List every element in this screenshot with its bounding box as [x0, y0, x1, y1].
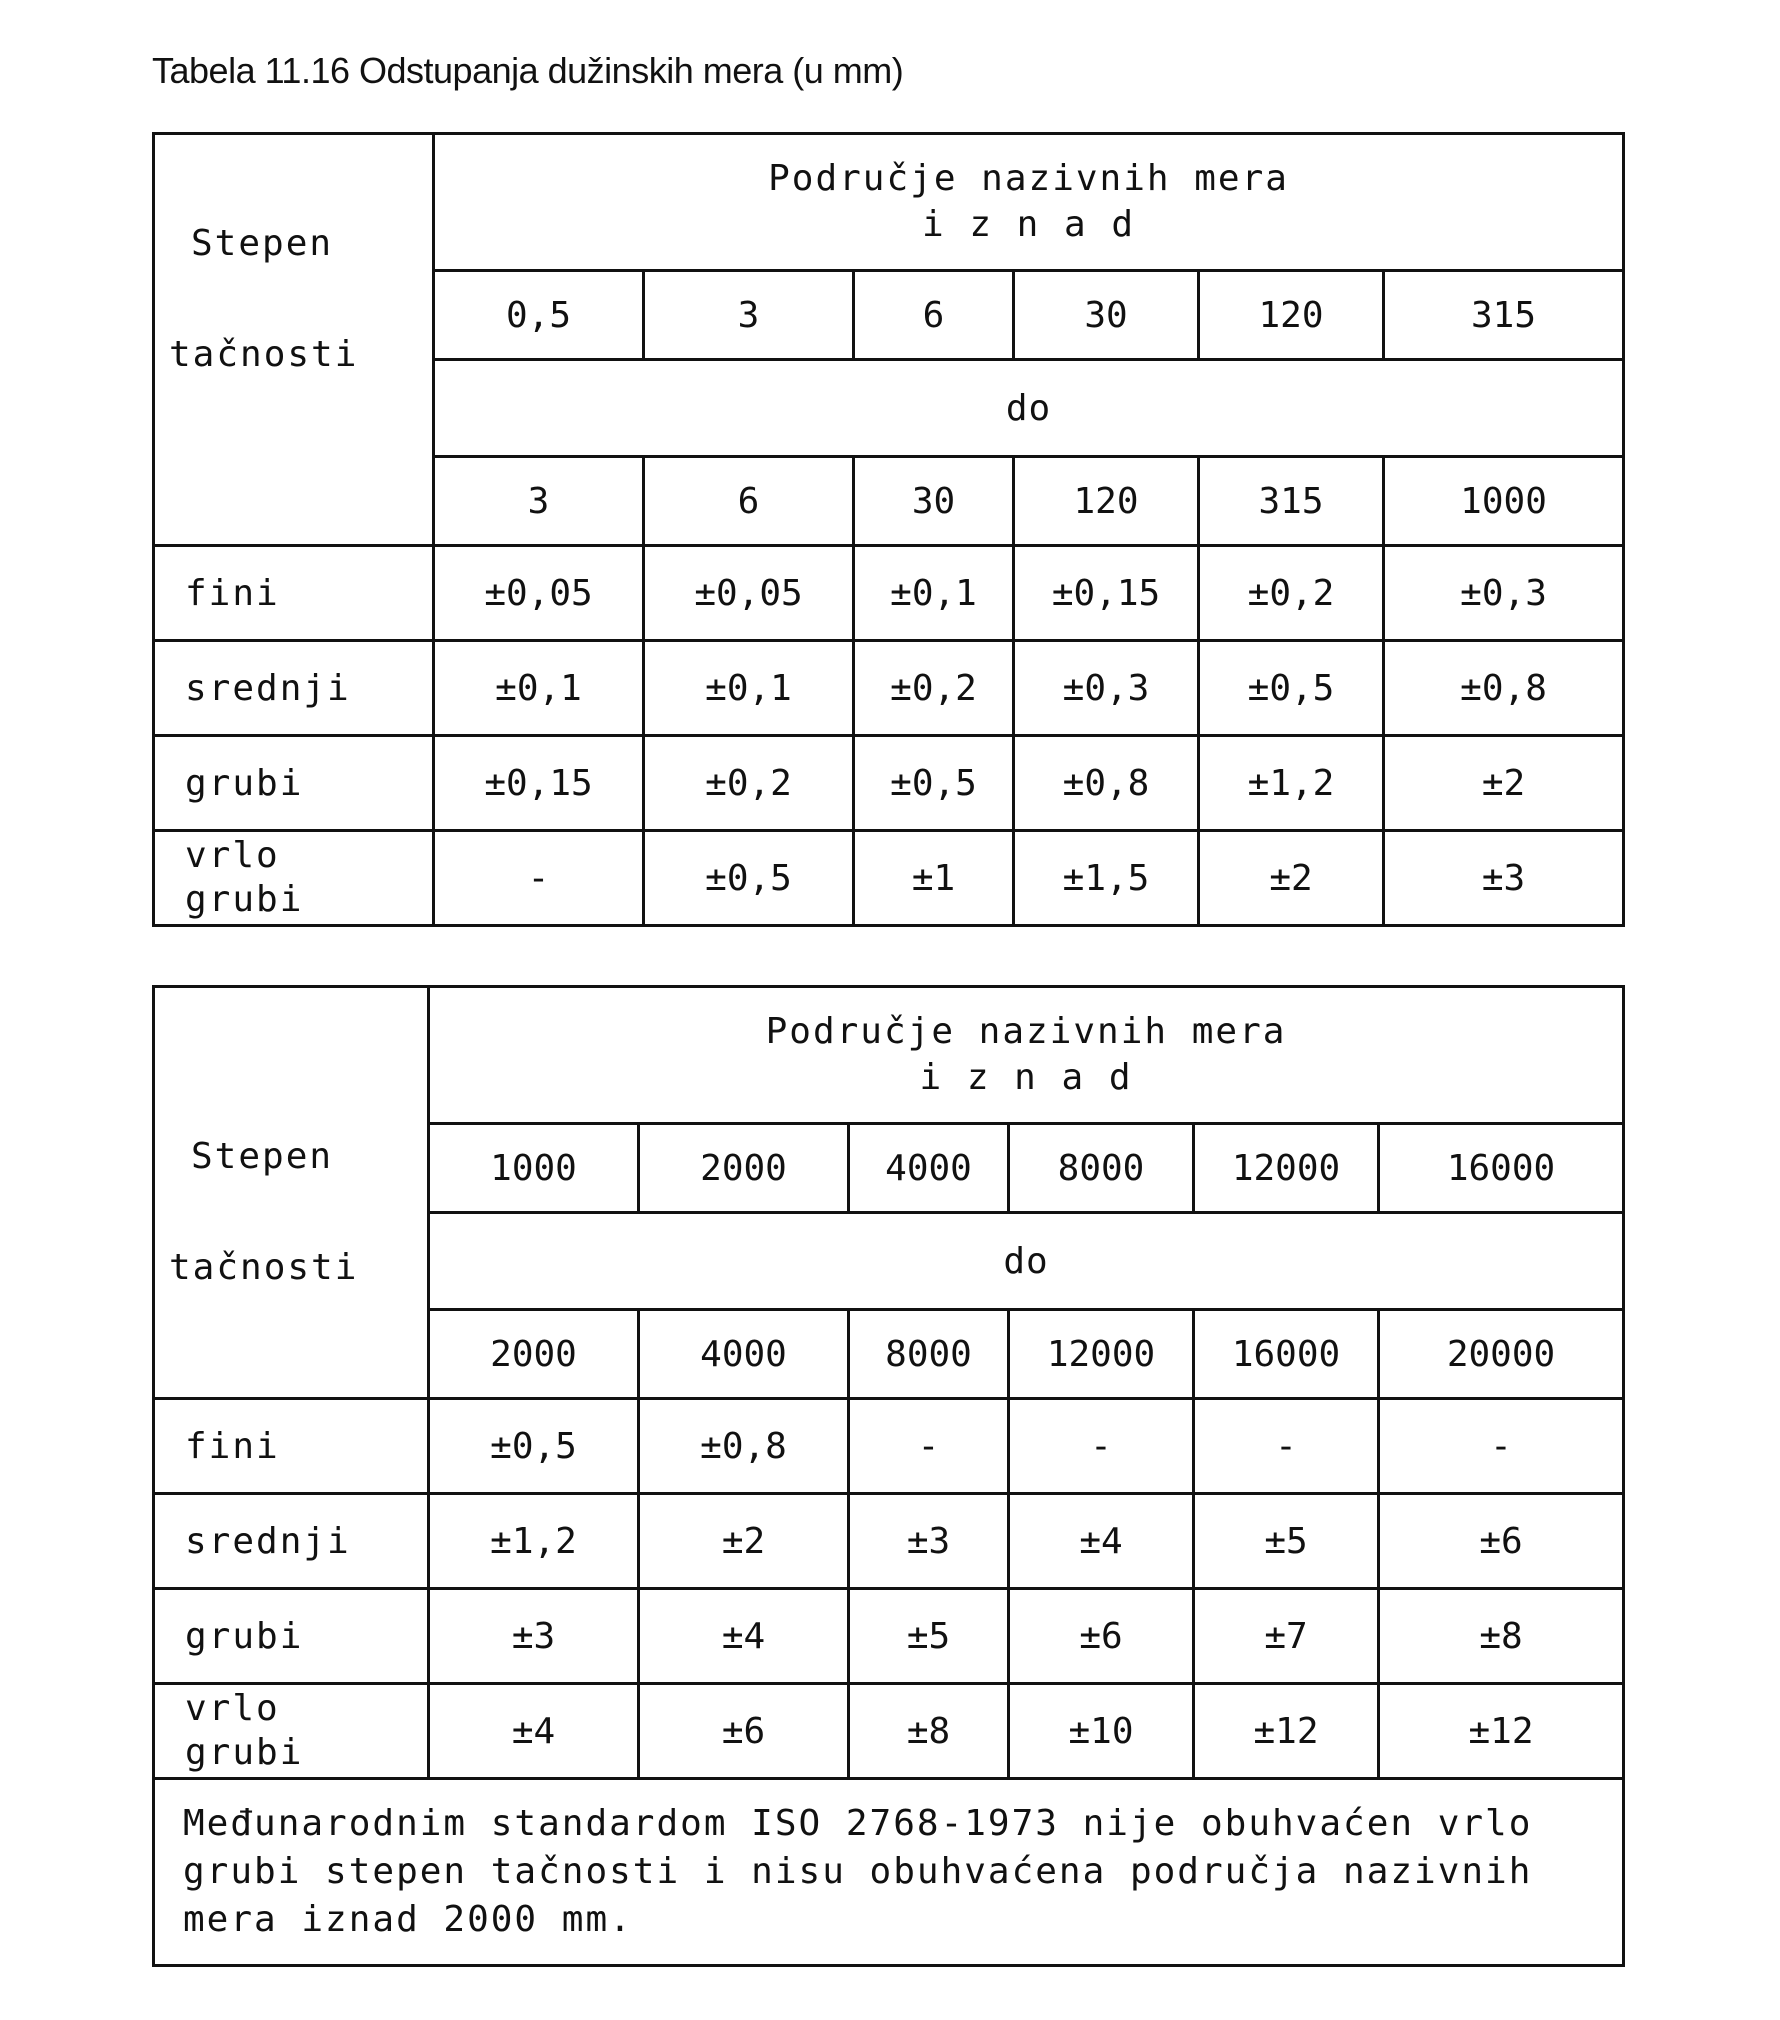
range-to-cell: 12000 [1009, 1310, 1194, 1399]
accuracy-grade-header: Stepen tačnosti [154, 134, 434, 546]
range-to-cell: 8000 [849, 1310, 1009, 1399]
value-cell: ±4 [429, 1684, 639, 1779]
value-cell: ±12 [1194, 1684, 1379, 1779]
nominal-range-header: Područje nazivnih mera i z n a d [434, 134, 1624, 271]
value-cell: ±0,5 [429, 1399, 639, 1494]
table-caption: Tabela 11.16 Odstupanja dužinskih mera (u mm) [152, 50, 904, 91]
value-cell: ±3 [1384, 831, 1624, 926]
range-from-cell: 30 [1014, 271, 1199, 360]
table-row [154, 1494, 1624, 1589]
value-cell: - [1194, 1399, 1379, 1494]
value-cell: ±0,8 [1384, 641, 1624, 736]
grade-label: srednji [154, 1494, 429, 1589]
value-cell: ±0,2 [1199, 546, 1384, 641]
table-row [154, 1589, 1624, 1684]
range-to-cell: 30 [854, 457, 1014, 546]
table-row [154, 546, 1624, 641]
value-cell: ±0,1 [644, 641, 854, 736]
value-cell: ±8 [849, 1684, 1009, 1779]
grade-label: vrlo grubi [154, 831, 434, 926]
value-cell: - [849, 1399, 1009, 1494]
range-from-cell: 16000 [1379, 1124, 1624, 1213]
range-to-cell: 4000 [639, 1310, 849, 1399]
table-row [154, 1684, 1624, 1779]
value-cell: ±0,5 [644, 831, 854, 926]
value-cell: ±4 [639, 1589, 849, 1684]
grade-label: fini [154, 1399, 429, 1494]
value-cell: ±0,1 [434, 641, 644, 736]
range-to-cell: 6 [644, 457, 854, 546]
range-from-cell: 4000 [849, 1124, 1009, 1213]
grade-label: srednji [154, 641, 434, 736]
accuracy-grade-header: Stepen tačnosti [154, 987, 429, 1399]
value-cell: ±5 [1194, 1494, 1379, 1589]
tolerance-table-2 [152, 985, 1625, 1967]
grade-label: vrlo grubi [154, 1684, 429, 1779]
range-do-label: do [434, 360, 1624, 457]
footnote-line: mera iznad 2000 mm. [183, 1899, 633, 1940]
range-from-cell: 1000 [429, 1124, 639, 1213]
range-to-cell: 3 [434, 457, 644, 546]
value-cell: - [1379, 1399, 1624, 1494]
range-to-cell: 2000 [429, 1310, 639, 1399]
value-cell: - [434, 831, 644, 926]
value-cell: ±0,05 [434, 546, 644, 641]
value-cell: ±0,2 [644, 736, 854, 831]
value-cell: ±0,1 [854, 546, 1014, 641]
range-from-cell: 120 [1199, 271, 1384, 360]
range-to-cell: 20000 [1379, 1310, 1624, 1399]
grade-label: grubi [154, 1589, 429, 1684]
value-cell: ±0,05 [644, 546, 854, 641]
value-cell: ±1 [854, 831, 1014, 926]
value-cell: ±3 [429, 1589, 639, 1684]
nominal-range-header: Područje nazivnih mera i z n a d [429, 987, 1624, 1124]
value-cell: ±0,15 [434, 736, 644, 831]
value-cell: ±6 [1379, 1494, 1624, 1589]
value-cell: ±5 [849, 1589, 1009, 1684]
table-row [154, 641, 1624, 736]
range-from-cell: 6 [854, 271, 1014, 360]
value-cell: - [1009, 1399, 1194, 1494]
footnote-line: Međunarodnim standardom ISO 2768-1973 nije obuhvaćen vrlo [183, 1803, 1533, 1844]
range-to-cell: 315 [1199, 457, 1384, 546]
value-cell: ±0,5 [854, 736, 1014, 831]
range-from-cell: 12000 [1194, 1124, 1379, 1213]
range-to-cell: 16000 [1194, 1310, 1379, 1399]
table-row [154, 1399, 1624, 1494]
footnote-line: grubi stepen tačnosti i nisu obuhvaćena područja nazivnih [183, 1851, 1533, 1892]
range-to-cell: 1000 [1384, 457, 1624, 546]
grade-label: fini [154, 546, 434, 641]
value-cell: ±1,5 [1014, 831, 1199, 926]
range-from-cell: 2000 [639, 1124, 849, 1213]
value-cell: ±0,2 [854, 641, 1014, 736]
value-cell: ±1,2 [429, 1494, 639, 1589]
value-cell: ±2 [1199, 831, 1384, 926]
range-do-label: do [429, 1213, 1624, 1310]
grade-label: grubi [154, 736, 434, 831]
value-cell: ±0,3 [1384, 546, 1624, 641]
range-from-cell: 8000 [1009, 1124, 1194, 1213]
value-cell: ±6 [1009, 1589, 1194, 1684]
value-cell: ±12 [1379, 1684, 1624, 1779]
table-row [154, 831, 1624, 926]
value-cell: ±0,3 [1014, 641, 1199, 736]
table-row [154, 736, 1624, 831]
range-to-cell: 120 [1014, 457, 1199, 546]
value-cell: ±8 [1379, 1589, 1624, 1684]
range-from-cell: 3 [644, 271, 854, 360]
footnote [154, 1779, 1624, 1966]
value-cell: ±2 [639, 1494, 849, 1589]
value-cell: ±0,15 [1014, 546, 1199, 641]
value-cell: ±7 [1194, 1589, 1379, 1684]
value-cell: ±0,8 [1014, 736, 1199, 831]
tolerance-table-1 [152, 132, 1625, 927]
value-cell: ±0,8 [639, 1399, 849, 1494]
range-from-cell: 0,5 [434, 271, 644, 360]
value-cell: ±3 [849, 1494, 1009, 1589]
value-cell: ±2 [1384, 736, 1624, 831]
value-cell: ±10 [1009, 1684, 1194, 1779]
range-from-cell: 315 [1384, 271, 1624, 360]
value-cell: ±0,5 [1199, 641, 1384, 736]
value-cell: ±6 [639, 1684, 849, 1779]
value-cell: ±1,2 [1199, 736, 1384, 831]
value-cell: ±4 [1009, 1494, 1194, 1589]
